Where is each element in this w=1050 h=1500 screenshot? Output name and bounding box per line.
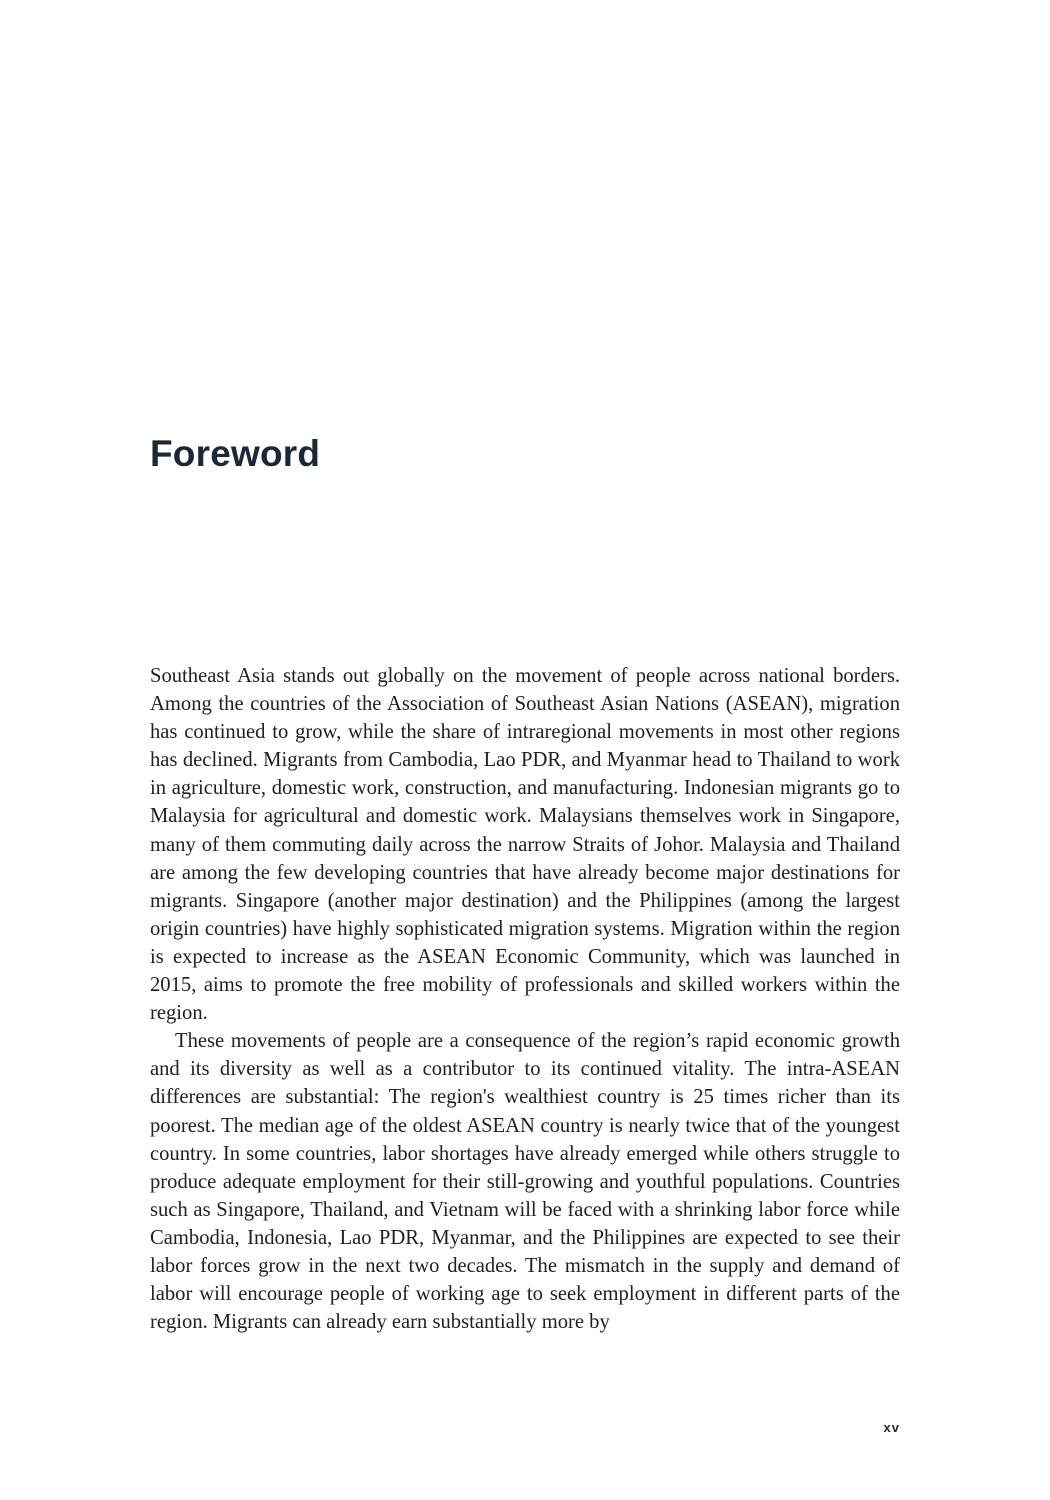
page-title: Foreword (150, 433, 321, 474)
page-number: xv (883, 1420, 900, 1435)
paragraph-2: These movements of people are a consequence of the region’s rapid economic growth and its diversity as well as a contributor to its continued vitality. The intra-ASEAN differences are substantial: The region's wealthiest country is 25 times richer than its poorest. The median age of the oldest ASEAN country is nearly twice that of the youngest country. In some countries, labor shortages have already emerged while others struggle to produce adequate employment for their still-growing and youthful populations. Countries such as Singapore, Thailand, and Vietnam will be faced with a shrinking labor force while Cambodia, Indonesia, Lao PDR, Myanmar, and the Philippines are expected to see their labor forces grow in the next two decades. The mismatch in the supply and demand of labor will encourage people of working age to seek employment in different parts of the region. Migrants can already earn substantially more by (150, 1030, 900, 1334)
paragraph-1: Southeast Asia stands out globally on the movement of people across national borders. Among the countries of the Association of Southeast Asian Nations (ASEAN), migration has continued to grow, while the share of intraregional movements in most other regions has declined. Migrants from Cambodia, Lao PDR, and Myanmar head to Thailand to work in agriculture, domestic work, construction, and manufacturing. Indonesian migrants go to Malaysia for agricultural and domestic work. Malaysians themselves work in Singapore, many of them commuting daily across the narrow Straits of Johor. Malaysia and Thailand are among the few developing countries that have already become major destinations for migrants. Singapore (another major destination) and the Philippines (among the largest origin countries) have highly sophisticated migration systems. Migration within the region is expected to increase as the ASEAN Economic Community, which was launched in 2015, aims to promote the free mobility of professionals and skilled workers within the region. (150, 665, 900, 1025)
body-text (150, 662, 900, 1336)
